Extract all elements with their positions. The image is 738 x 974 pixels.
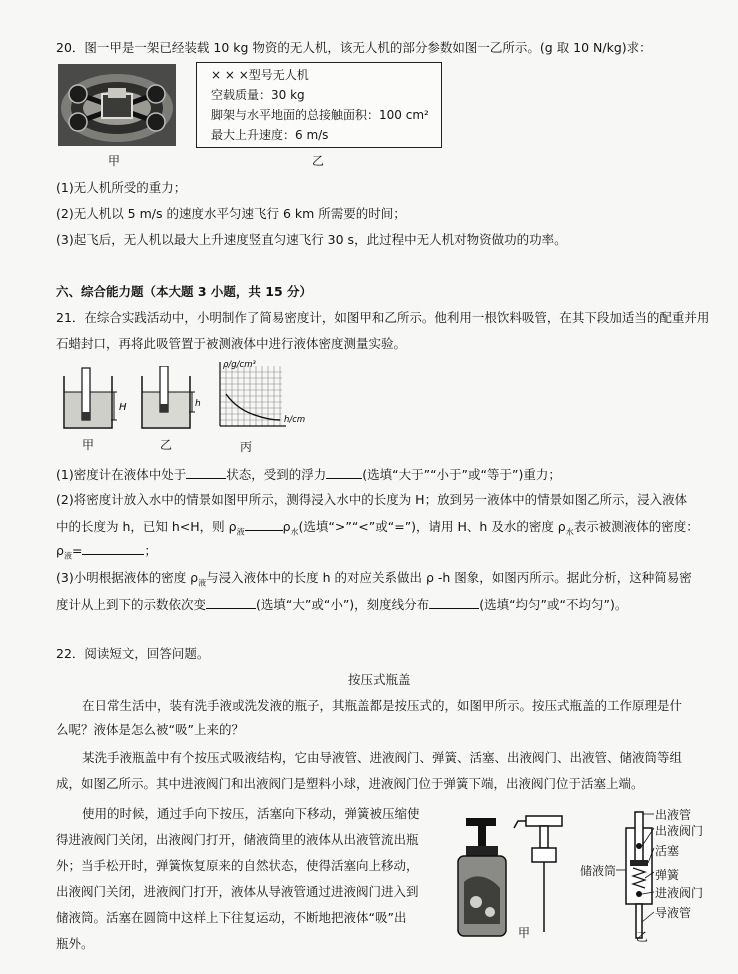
label-inlet-valve: 进液阀门 [655,886,704,900]
sub-liquid: 液 [236,527,245,537]
params-mass: 空载质量：30 kg [211,88,305,102]
label-storage-tube: 储液筒 [580,864,617,878]
q21-sub2-text-1: 中的长度为 h，已知 h<H，则 ρ [56,519,237,534]
pump-bottle-figure [454,812,580,942]
q20-caption-yi: 乙 [312,154,325,168]
q21-sub3-line1 [56,570,692,592]
q22-p3-line5: 储液筒。活塞在圆筒中这样上下往复运动，不断地把液体“吸”出 [56,910,407,925]
q21-sub1-text-a: (1)密度计在液体中处于 [56,467,187,482]
rho-h-graph [212,356,312,436]
q21-sub3-line2 [56,596,627,613]
graph-x-axis-label: h/cm [284,415,306,425]
q22-p3-line6: 瓶外。 [56,936,94,951]
q21-line2: 石蜡封口，再将此吸管置于被测液体中进行液体密度测量实验。 [56,336,407,351]
label-outlet-valve: 出液阀门 [655,824,704,838]
q21-sub2-text-4: 表示被测液体的密度： [573,519,699,534]
beaker-jia [60,366,130,432]
q22-caption-yi: 乙 [636,930,649,944]
q22-p1-line2: 么呢？液体是怎么被“吸”上来的？ [56,722,244,737]
q20-sub3: (3)起飞后，无人机以最大上升速度竖直匀速飞行 30 s，此过程中无人机对物资做功的功率。 [56,232,567,247]
section6-heading: 六、综合能力题（本大题 3 小题，共 15 分） [56,284,313,299]
q21-sub1 [56,466,561,483]
q21-blank-state[interactable] [186,466,226,479]
q21-sub1-text-b: 状态，受到的浮力 [226,467,327,482]
q21-caption-bing: 丙 [240,440,253,454]
label-H: H [119,402,127,413]
q21-rho-symbol: ρ [56,543,64,558]
params-area: 脚架与水平地面的总接触面积：100 cm² [211,108,429,122]
q21-sub3-text-2: 与浸入液体中的长度 h 的对应关系做出 ρ -h 图象，如图丙所示。据此分析，这种简易密 [206,570,692,585]
beaker-yi [138,366,202,432]
q21-sub2-line1: (2)将密度计放入水中的情景如图甲所示，测得浸入水中的长度为 H；放到另一液体中的情景如图乙所示，浸入液体 [56,492,688,507]
q20-caption-jia: 甲 [108,154,121,168]
label-outlet-pipe: 出液管 [655,808,692,822]
q21-sub3-text-1: (3)小明根据液体的密度 ρ [56,570,199,585]
q22-p2-line2: 成，如图乙所示。其中进液阀门和出液阀门是塑料小球，进液阀门位于弹簧下端，出液阀门位于活塞上端。 [56,776,644,791]
q20-sub1: (1)无人机所受的重力； [56,180,187,195]
graph-y-axis-label: ρ/g/cm³ [223,360,256,370]
q21-line1: 21．在综合实践活动中，小明制作了简易密度计，如图甲和乙所示。他利用一根饮料吸管，在其下段加适当的配重并用 [56,310,710,325]
q22-caption-jia: 甲 [518,926,531,940]
q20-sub2: (2)无人机以 5 m/s 的速度水平匀速飞行 6 km 所需要的时间； [56,206,406,221]
q21-sub2-line2 [56,518,699,541]
q22-p3-line4: 出液阀门关闭，进液阀门打开，液体从导液管通过进液阀门进入到 [56,884,419,899]
q22-p1-line1: 在日常生活中，装有洗手液或洗发液的瓶子，其瓶盖都是按压式的，如图甲所示。按压式瓶盖的工作原理是什 [82,698,683,713]
sub-liquid-4: 液 [198,578,207,588]
q21-sub1-text-c: (选填“大于”“小于”或“等于”)重力； [362,467,561,482]
q21-sub3-text-5: (选填“均匀”或“不均匀”)。 [479,597,628,612]
q21-sub2-line3 [56,542,157,565]
q21-semicolon: ； [144,543,157,558]
q21-sub2-text-2: ρ [282,519,291,534]
q22-p3-line2: 得进液阀门关闭，出液阀门打开，储液筒里的液体从出液管流出瓶 [56,832,419,847]
q21-sub3-text-4: (选填“大”或“小”)，刻度线分布 [256,597,430,612]
q21-sub2-text-3: (选填“>”“<”或“=”)，请用 H、h 及水的密度 ρ [298,519,566,534]
q22-stem: 22．阅读短文，回答问题。 [56,646,210,661]
label-piston: 活塞 [655,844,680,858]
q22-p2-line1: 某洗手液瓶盖中有个按压式吸液结构，它由导液管、进液阀门、弹簧、活塞、出液阀门、出液管、储液筒等组 [82,750,683,765]
q22-p3-line3: 外；当手松开时，弹簧恢复原来的自然状态，使得活塞向上移动， [56,858,419,873]
q22-article-title: 按压式瓶盖 [348,672,411,687]
sub-liquid-3: 液 [63,551,72,561]
label-inlet-pipe: 导液管 [655,906,692,920]
drone-params-box [196,62,442,148]
sub-water: 水 [290,527,299,537]
q21-blank-compare[interactable] [245,518,283,531]
q21-blank-buoyancy[interactable] [326,466,362,479]
q22-p3-line1: 使用的时候，通过手向下按压，活塞向下移动，弹簧被压缩使 [82,806,420,821]
sub-water-2: 水 [565,527,574,537]
q21-sub3-text-3: 度计从上到下的示数依次变 [56,597,207,612]
q21-caption-yi: 乙 [160,438,173,452]
params-speed: 最大上升速度：6 m/s [211,128,329,142]
params-title: × × ×型号无人机 [211,68,309,82]
drone-photo [58,64,176,146]
q21-blank-scale[interactable] [429,596,479,609]
q21-blank-reading[interactable] [206,596,256,609]
q20-stem: 20．图一甲是一架已经装载 10 kg 物资的无人机，该无人机的部分参数如图一乙所示。(g 取 10 N/kg)求： [56,40,652,55]
q21-caption-jia: 甲 [82,438,95,452]
label-h: h [195,399,201,409]
q21-blank-density-expr[interactable] [82,542,144,555]
q21-equals: = [71,543,83,558]
label-spring: 弹簧 [655,868,680,882]
